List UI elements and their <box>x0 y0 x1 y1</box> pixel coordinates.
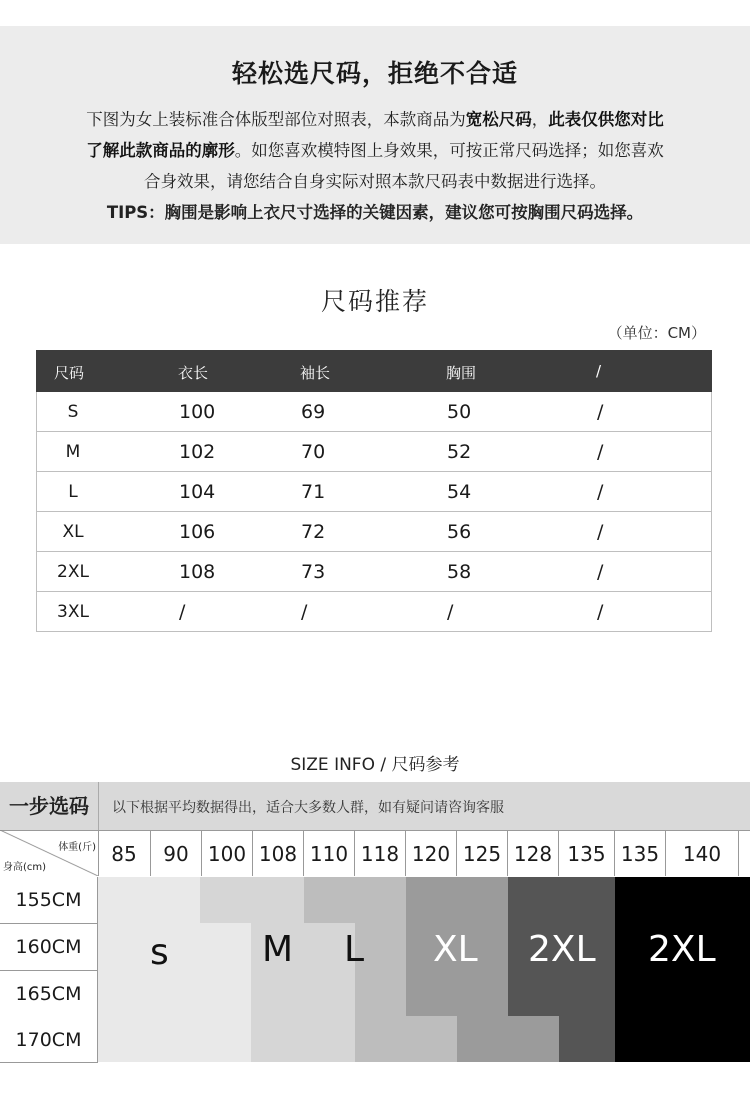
table-cell: 100 <box>179 401 216 423</box>
height-cell: 165CM <box>0 971 98 1018</box>
intro-emphasis: 此表仅供您对比 <box>548 110 664 129</box>
table-cell: 106 <box>179 521 216 543</box>
intro-tips: TIPS：胸围是影响上衣尺寸选择的关键因素，建议您可按胸围尺码选择。 <box>106 203 644 222</box>
size-info-note: 以下根据平均数据得出，适合大多数人群，如有疑问请咨询客服 <box>112 800 504 816</box>
size-label-m: M <box>262 929 294 970</box>
table-row <box>36 592 712 632</box>
table-cell: / <box>597 601 604 623</box>
table-cell: 58 <box>447 561 472 583</box>
weight-cell: 120 <box>406 830 457 876</box>
corner-cell <box>0 830 99 876</box>
table-row <box>36 552 712 592</box>
weight-cell: 140 <box>666 830 739 876</box>
table-cell: / <box>301 601 308 623</box>
intro-text: ， <box>531 110 549 129</box>
weight-axis-label: 体重(斤) <box>58 842 96 853</box>
size-label-s: s <box>150 932 169 973</box>
height-axis-label: 身高(cm) <box>3 862 47 873</box>
table-cell: 54 <box>447 481 472 503</box>
table-cell: M <box>65 442 81 462</box>
intro-line-2 <box>22 141 728 161</box>
region-2xl <box>559 1016 615 1062</box>
region-m <box>200 877 304 923</box>
table-cell: / <box>597 561 604 583</box>
table-row <box>36 472 712 512</box>
weight-cell: 125 <box>457 830 508 876</box>
header-cell: / <box>596 362 602 380</box>
table-cell: / <box>597 441 604 463</box>
table-cell: / <box>597 481 604 503</box>
table-cell: 73 <box>301 561 326 583</box>
intro-text: 下图为女上装标准合体版型部位对照表，本款商品为 <box>86 110 466 129</box>
weight-cell: 118 <box>355 830 406 876</box>
height-cell: 170CM <box>0 1017 98 1063</box>
table-cell: / <box>597 521 604 543</box>
table-cell: S <box>67 402 79 422</box>
header-cell: 尺码 <box>54 364 85 382</box>
table-cell: / <box>179 601 186 623</box>
header-cell: 衣长 <box>178 364 209 382</box>
table-cell: 71 <box>301 481 326 503</box>
step-label: 一步选码 <box>0 782 99 830</box>
table-cell: / <box>447 601 454 623</box>
weight-cell: 135 <box>559 830 615 876</box>
intro-line-1 <box>22 110 728 130</box>
unit-note: （单位：CM） <box>607 324 706 342</box>
table-cell: 102 <box>179 441 216 463</box>
region-l <box>304 877 406 923</box>
size-label-2xl: 2XL <box>528 929 596 970</box>
table-cell: 72 <box>301 521 326 543</box>
weight-cell: 110 <box>304 830 355 876</box>
weight-cell: 100 <box>202 830 253 876</box>
weight-cell: 90 <box>151 830 202 876</box>
table-cell: 69 <box>301 401 326 423</box>
table-row <box>36 512 712 552</box>
table-row <box>36 432 712 472</box>
region-l <box>355 1016 457 1062</box>
intro-text: 。如您喜欢模特图上身效果，可按正常尺码选择；如您喜欢 <box>234 141 664 160</box>
intro-title: 轻松选尺码，拒绝不合适 <box>231 59 518 88</box>
table-header <box>36 350 712 392</box>
table-cell: 108 <box>179 561 216 583</box>
table-cell: XL <box>62 522 84 542</box>
table-cell: / <box>597 401 604 423</box>
header-cell: 胸围 <box>446 364 477 382</box>
table-cell: 52 <box>447 441 472 463</box>
table-cell: 2XL <box>57 562 89 582</box>
table-cell: 3XL <box>57 602 89 622</box>
table-row <box>36 392 712 432</box>
weight-cell: 85 <box>98 830 151 876</box>
size-label-l: L <box>344 929 365 970</box>
weight-cell: 108 <box>253 830 304 876</box>
size-table <box>36 350 712 634</box>
height-cell: 160CM <box>0 924 98 971</box>
size-info-title: SIZE INFO / 尺码参考 <box>290 755 460 775</box>
table-cell: 56 <box>447 521 472 543</box>
table-cell: 50 <box>447 401 472 423</box>
weight-cell: 135 <box>615 830 666 876</box>
header-cell: 袖长 <box>300 364 331 382</box>
recommend-title: 尺码推荐 <box>320 287 429 316</box>
table-cell: L <box>68 482 78 502</box>
intro-emphasis: 宽松尺码 <box>465 110 532 129</box>
weight-cell: 128 <box>508 830 559 876</box>
region-xl <box>457 1016 559 1062</box>
table-cell: 70 <box>301 441 326 463</box>
size-label-2xl-dark: 2XL <box>648 929 716 970</box>
size-label-xl: XL <box>433 929 478 970</box>
intro-line-3: 合身效果，请您结合自身实际对照本款尺码表中数据进行选择。 <box>144 172 606 191</box>
height-cell: 155CM <box>0 877 98 924</box>
table-cell: 104 <box>179 481 216 503</box>
intro-emphasis: 了解此款商品的廓形 <box>86 141 235 160</box>
